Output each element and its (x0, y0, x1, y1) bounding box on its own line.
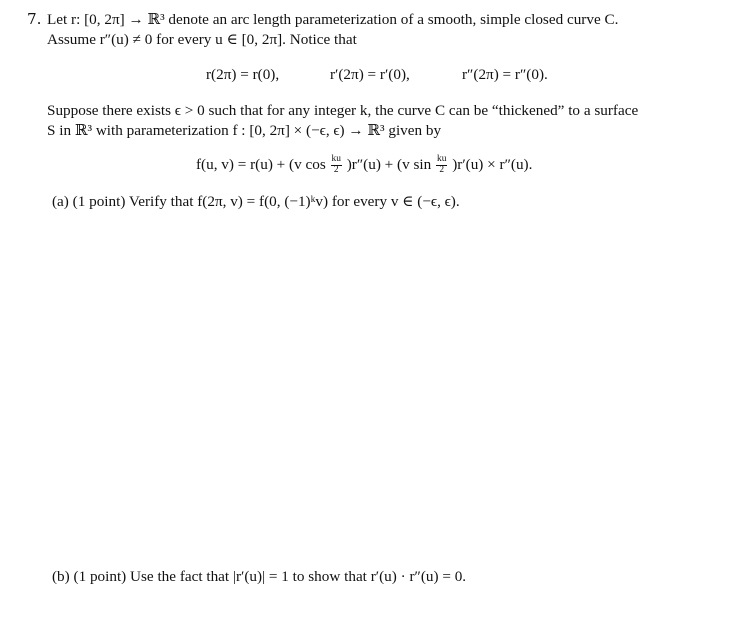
part-a-points: (1 point) (72, 193, 126, 210)
part-a-text: Verify that f(2π, v) = f(0, (−1)ᵏv) for every v ∈ (−ϵ, ϵ). (128, 193, 460, 210)
surface-equation (196, 155, 532, 176)
thicken-line-1: Suppose there exists ϵ > 0 such that for any integer k, the curve C can be “thickened” to a surface (47, 102, 639, 119)
fraction-ku-over-2-second (436, 155, 447, 176)
part-a (52, 192, 460, 211)
fraction-denominator: 2 (333, 165, 339, 176)
part-b-label: (b) (52, 568, 70, 585)
thicken-line-2: S in ℝ³ with parameterization f : [0, 2π] × (−ϵ, ϵ) → ℝ³ given by (47, 122, 442, 139)
part-b (52, 567, 466, 586)
part-b-points: (1 point) (73, 568, 127, 585)
problem-intro-line-1: Let r: [0, 2π] → ℝ³ denote an arc length parameterization of a smooth, simple closed curve C. (47, 11, 619, 28)
periodicity-eq-2: r′(2π) = r′(0), (330, 66, 410, 83)
fraction-ku-over-2 (331, 155, 342, 176)
part-a-label: (a) (52, 193, 69, 210)
problem-number: 7. (27, 10, 42, 28)
part-b-text: Use the fact that |r′(u)| = 1 to show that r′(u) · r″(u) = 0. (130, 568, 467, 585)
surface-eq-rhs: )r′(u) × r″(u). (452, 156, 533, 173)
periodicity-eq-1: r(2π) = r(0), (206, 66, 280, 83)
fraction-numerator: ku (437, 154, 447, 165)
surface-eq-lhs: f(u, v) = r(u) + (v cos (196, 156, 326, 173)
periodicity-eq-3: r″(2π) = r″(0). (462, 66, 548, 83)
fraction-denominator: 2 (439, 165, 445, 176)
fraction-numerator: ku (331, 154, 341, 165)
problem-intro-line-2: Assume r″(u) ≠ 0 for every u ∈ [0, 2π]. Notice that (47, 31, 357, 48)
surface-eq-mid: )r″(u) + (v sin (346, 156, 432, 173)
